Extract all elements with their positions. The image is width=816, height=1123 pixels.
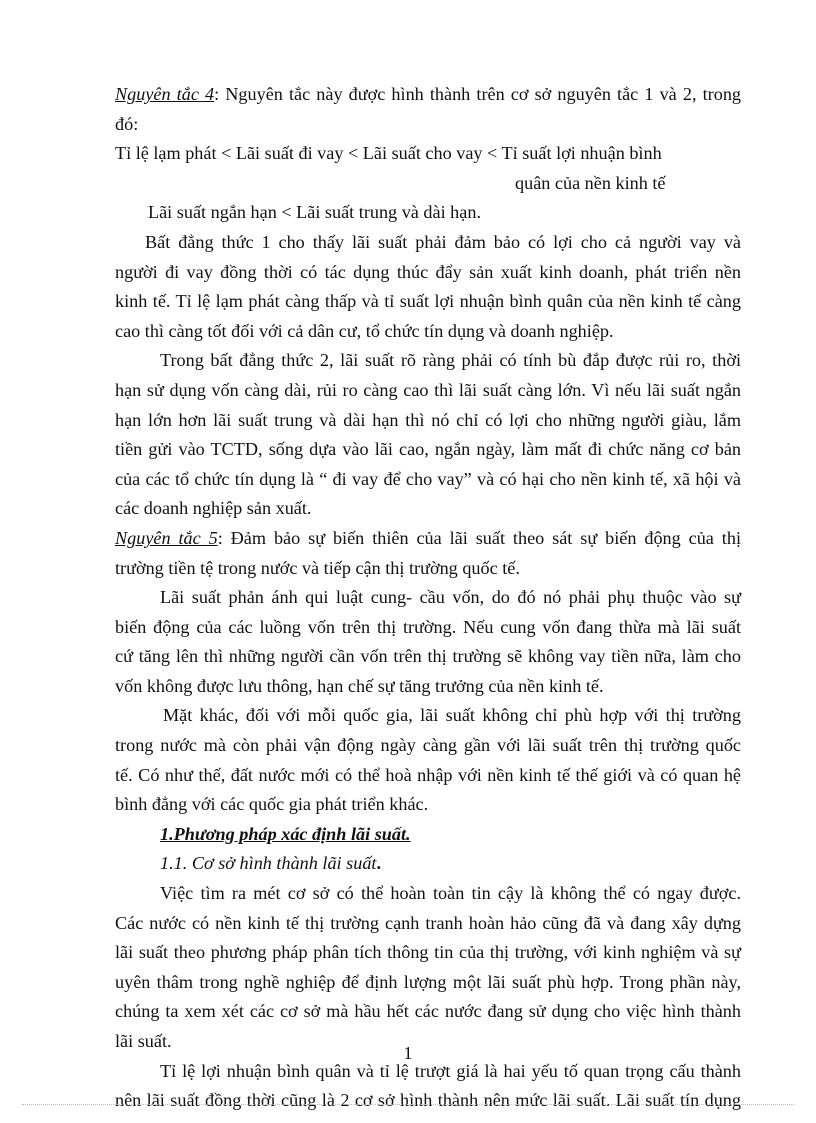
- paragraph-line: biến động của các luồng vốn trên thị trường. Nếu cung vốn đang thừa mà lãi suất: [115, 616, 741, 637]
- paragraph-line: cao thì càng tốt đối với cả dân cư, tổ chức tín dụng và doanh nghiệp.: [115, 320, 614, 341]
- paragraph-line: chúng ta xem xét các cơ sở mà hầu hết các nước đang sử dụng cho việc hình thành: [115, 1001, 741, 1022]
- subsection-heading-text: 1.1. Cơ sở hình thành lãi suất: [160, 853, 377, 874]
- principle-5-line: [115, 524, 741, 554]
- inequality-1-line2: quân của nền kinh tế: [515, 172, 666, 193]
- paragraph-line: uyên thâm trong nghề nghiệp để định lượng một lãi suất phù hợp. Trong phần này,: [115, 971, 741, 992]
- paragraph-line: Bất đẳng thức 1 cho thấy lãi suất phải đảm bảo có lợi cho cả người vay và: [145, 231, 741, 252]
- paragraph-line: người đi vay đồng thời có tác dụng thúc đẩy sản xuất kinh doanh, phát triển nền: [115, 261, 741, 282]
- section-heading: 1.Phương pháp xác định lãi suất.: [160, 823, 411, 844]
- paragraph-line: cứ tăng lên thì những người cần vốn trên thị trường sẽ không vay tiền nữa, làm cho: [115, 646, 741, 667]
- document-page: [115, 80, 741, 1116]
- paragraph-line: tiền gửi vào TCTD, sống dựa vào lãi cao, ngắn ngày, làm mất đi chức năng cơ bản: [115, 439, 741, 460]
- principle-5-label: Nguyên tắc 5: [115, 527, 218, 548]
- inequality-2: Lãi suất ngắn hạn < Lãi suất trung và dài hạn.: [148, 202, 481, 223]
- paragraph-line: kinh tế. Tỉ lệ lạm phát càng thấp và tỉ suất lợi nhuận bình quân của nền kinh tế càng: [115, 291, 741, 312]
- principle-4-label: Nguyên tắc 4: [115, 84, 215, 104]
- paragraph-line: Việc tìm ra mét cơ sở có thể hoàn toàn tin cậy là không thể có ngay được.: [160, 883, 741, 904]
- paragraph-line: tế. Có như thế, đất nước mới có thể hoà nhập với nền kinh tế thế giới và có quan hệ: [115, 764, 741, 785]
- paragraph-line: lãi suất theo phương pháp phân tích thông tin của thị trường, với kinh nghiệm và sự: [115, 942, 741, 963]
- paragraph-line: Mặt khác, đối với mỗi quốc gia, lãi suất không chỉ phù hợp với thị trường: [163, 705, 741, 726]
- principle-4-line: [115, 80, 741, 110]
- principle-5-text: : Đảm bảo sự biến thiên của lãi suất theo sát sự biến động của thị: [217, 527, 741, 548]
- principle-4-cont: đó:: [115, 113, 139, 134]
- inequality-1-line1: Tỉ lệ lạm phát < Lãi suất đi vay < Lãi suất cho vay < Tỉ suất lợi nhuận bình: [115, 143, 662, 164]
- paragraph-line: của các tổ chức tín dụng là “ đi vay để cho vay” và có hại cho nền kinh tế, xã hội và: [115, 468, 741, 489]
- paragraph-line: hạn sử dụng vốn càng dài, rủi ro càng cao thì lãi suất càng lớn. Vì nếu lãi suất ngắn: [115, 379, 741, 400]
- paragraph-line: lãi suất.: [115, 1031, 172, 1051]
- paragraph-line: Trong bất đẳng thức 2, lãi suất rõ ràng phải có tính bù đắp được rủi ro, thời: [160, 350, 741, 371]
- paragraph-line: các doanh nghiệp sản xuất.: [115, 498, 312, 519]
- paragraph-line: Tỉ lệ lợi nhuận bình quân và tỉ lệ trượt giá là hai yếu tố quan trọng cấu thành: [160, 1060, 741, 1081]
- paragraph-line: nên lãi suất đồng thời cũng là 2 cơ sở hình thành nên mức lãi suất. Lãi suất tín dụng: [115, 1090, 741, 1111]
- principle-4-text: : Nguyên tắc này được hình thành trên cơ sở nguyên tắc 1 và 2, trong: [214, 84, 742, 104]
- subsection-heading-dot: .: [376, 853, 382, 874]
- paragraph-line: Lãi suất phản ánh qui luật cung- cầu vốn, do đó nó phải phụ thuộc vào sự: [160, 587, 741, 608]
- paragraph-line: trong nước mà còn phải vận động ngày càng gần với lãi suất trên thị trường quốc: [115, 735, 741, 756]
- paragraph-line: hạn lớn hơn lãi suất trung và dài hạn thì nó chỉ có lợi cho những người giàu, lắm: [115, 409, 741, 430]
- footer-divider: [22, 1104, 794, 1105]
- paragraph-line: Các nước có nền kinh tế thị trường cạnh tranh hoàn hảo cũng đã và đang xây dựng: [115, 912, 741, 933]
- paragraph-line: vốn không được lưu thông, hạn chế sự tăng trưởng của nền kinh tế.: [115, 675, 604, 696]
- principle-5-cont: trường tiền tệ trong nước và tiếp cận thị trường quốc tế.: [115, 557, 520, 578]
- page-number: 1: [403, 1043, 413, 1063]
- paragraph-line: bình đẳng với các quốc gia phát triển khác.: [115, 794, 429, 815]
- subsection-heading: [115, 849, 741, 879]
